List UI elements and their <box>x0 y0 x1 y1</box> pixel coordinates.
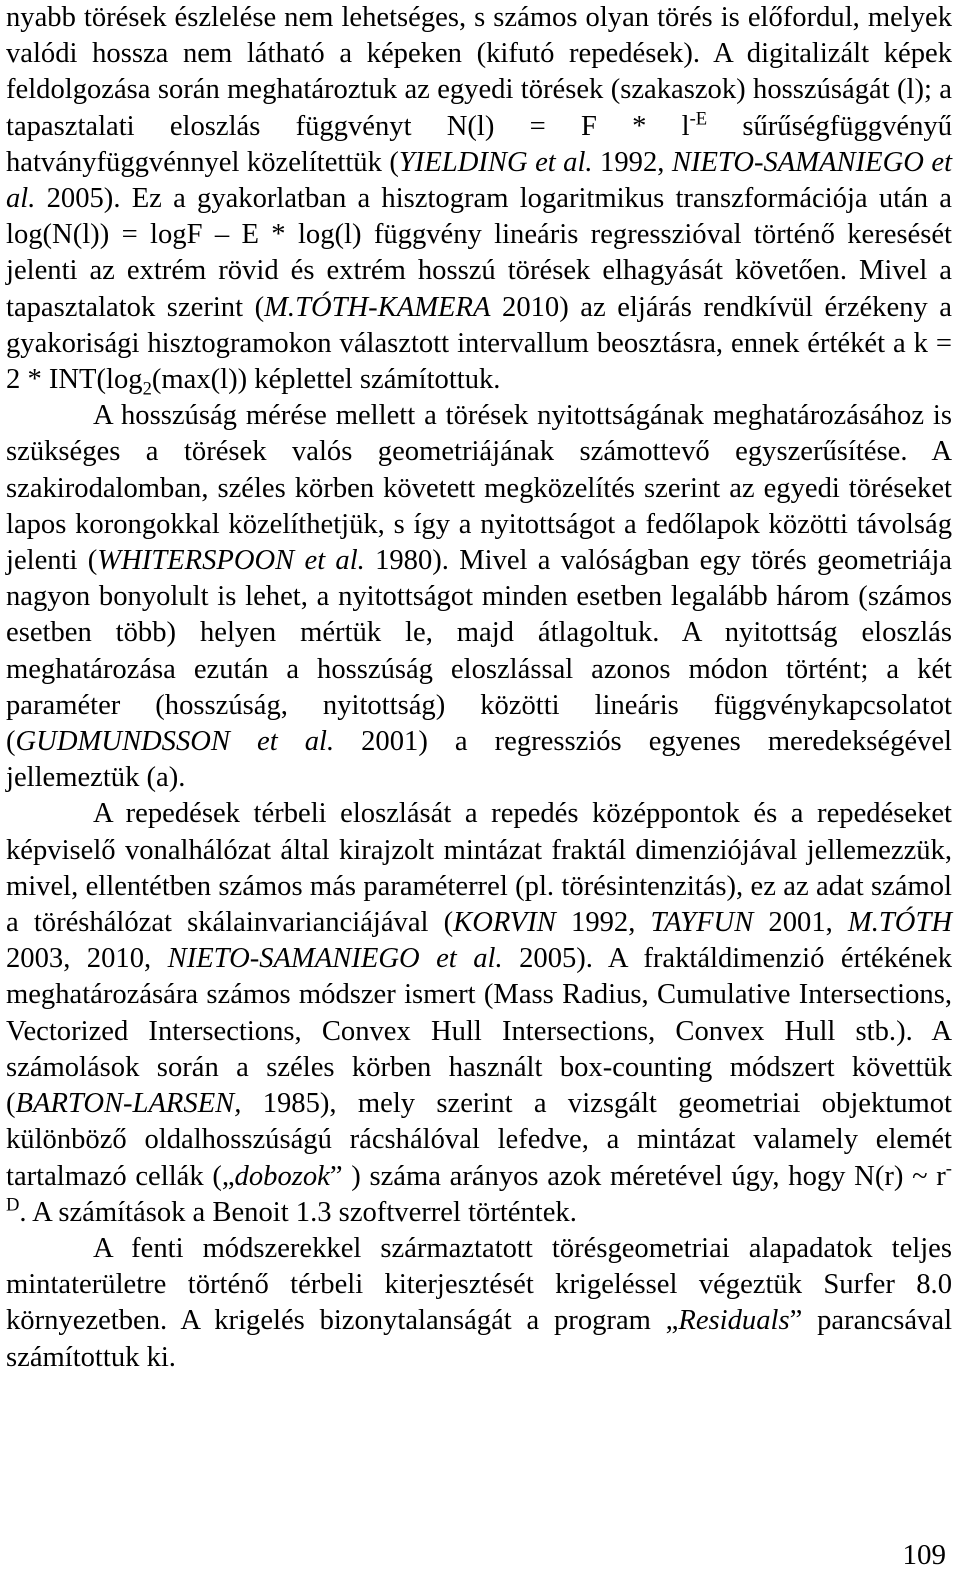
document-page <box>6 0 952 1376</box>
citation-text: M.TÓTH-KAMERA <box>264 291 491 323</box>
paragraph-text: 2001) a regressziós egyenes meredekségével jellemeztük (a). <box>6 726 952 794</box>
paragraph-text: 1980). Mivel a valóságban egy törés geometriája nagyon bonyolult is lehet, a nyitottságot minden esetben legalább három (számos esetben több) helyen mértük le, majd átlagoltuk. A nyitottság eloszlás meghatározása ezután a hosszúság eloszlással azonos módon történt; a két paraméter (hosszúság, nyitottság) közötti lineáris függvénykapcsolatot ( <box>6 545 953 758</box>
citation-text: YIELDING et al. <box>398 146 593 178</box>
paragraph-4 <box>6 1231 952 1376</box>
paragraph-text: 1985), mely szerint a vizsgált geometriai objektumot különböző oldalhosszúságú rácshálóval lefedve, a mintázat valamely elemét tartalmazó cellák („ <box>6 1088 952 1192</box>
citation-text: M.TÓTH <box>847 907 952 939</box>
paragraph-text: A hosszúság mérése mellett a törések nyitottságának meghatározásához is szükséges a törések valós geometriájának számottevő egyszerűsítése. A szakirodalomban, széles körben követett megközelítés szerint az egyedi töréseket lapos korongokkal közelíthetjük, s így a nyitottságot a fedőlapok közötti távolság jelenti ( <box>6 400 952 577</box>
paragraph-text: 2003, 2010, <box>6 943 168 975</box>
paragraph-text: nyabb törések észlelése nem lehetséges, s számos olyan törés is előfordul, melyek valódi hossza nem látható a képeken (kifutó repedések). A digitalizált képek feldolgozása során meghatároztuk az egyedi törések (szakaszok) hosszúságát (l); a tapasztalati eloszlás függvényt N(l) = F * l <box>6 2 952 142</box>
paragraph-text: A repedések térbeli eloszlását a repedés középpontok és a repedéseket képviselő vonalhálózat által kirajzolt mintázat fraktál dimenziójával jellemezzük, mivel, ellentétben számos más paraméterrel (pl. törésintenzitás), ez az adat számol a töréshálózat skálainvarianciájával ( <box>6 798 952 939</box>
paragraph-text: . A számítások a Benoit 1.3 szoftverrel történtek. <box>19 1196 577 1228</box>
citation-text: Residuals <box>678 1305 790 1337</box>
citation-text: dobozok <box>234 1160 330 1192</box>
paragraph-text: sűrűségfüggvényű hatványfüggvénnyel közelítettük ( <box>6 110 952 178</box>
citation-text: TAYFUN <box>650 907 754 939</box>
paragraph-2 <box>6 398 952 796</box>
citation-text: GUDMUNDSSON et al. <box>15 726 335 758</box>
superscript-text: -D <box>6 1157 952 1216</box>
paragraph-text: 2001, <box>753 907 848 939</box>
paragraph-3 <box>6 796 952 1230</box>
paragraph-text: ” parancsával számítottuk ki. <box>6 1305 953 1373</box>
paragraph-text: A fenti módszerekkel származtatott törésgeometriai alapadatok teljes mintaterületre történő térbeli kiterjesztését krigeléssel végeztük Surfer 8.0 környezetben. A krigelés bizonytalanságát a program „ <box>6 1232 952 1337</box>
paragraph-text: 1992, <box>592 146 672 178</box>
citation-text: NIETO-SAMANIEGO et al. <box>6 146 953 215</box>
paragraph-1 <box>6 0 952 398</box>
paragraph-text: (max(l)) képlettel számítottuk. <box>151 364 501 396</box>
superscript-text: -E <box>689 108 708 130</box>
citation-text: KORVIN <box>453 907 556 939</box>
citation-text: WHITERSPOON et al. <box>97 545 365 577</box>
paragraph-text: ” ) száma arányos azok méretével úgy, hogy N(r) ~ r <box>329 1160 946 1192</box>
paragraph-text: 2005). A fraktáldimenzió értékének meghatározására számos módszer ismert (Mass Radius, Cumulative Intersections, Vectorized Intersections, Convex Hull Intersections, Convex Hull stb.). A számolások során a széles körben használt box-counting módszert követtük ( <box>6 943 952 1120</box>
paragraph-text: 2005). Ez a gyakorlatban a hisztogram logaritmikus transzformációja után a log(N(l)) = logF – E * log(l) függvény lineáris regresszióval történő keresését jelenti az extrém rövid és extrém hosszú törések elhagyását követően. Mivel a tapasztalatok szerint ( <box>6 183 952 323</box>
page-number: 109 <box>902 1539 946 1571</box>
paragraph-text: 2010) az eljárás rendkívül érzékeny a gyakorisági hisztogramokon választott intervallum beosztásra, ennek értékét a k = 2 * INT(log <box>6 291 952 396</box>
subscript-text: 2 <box>142 378 152 400</box>
paragraph-text: 1992, <box>555 907 651 939</box>
citation-text: BARTON-LARSEN, <box>15 1088 242 1120</box>
citation-text: NIETO-SAMANIEGO et al. <box>167 943 503 975</box>
